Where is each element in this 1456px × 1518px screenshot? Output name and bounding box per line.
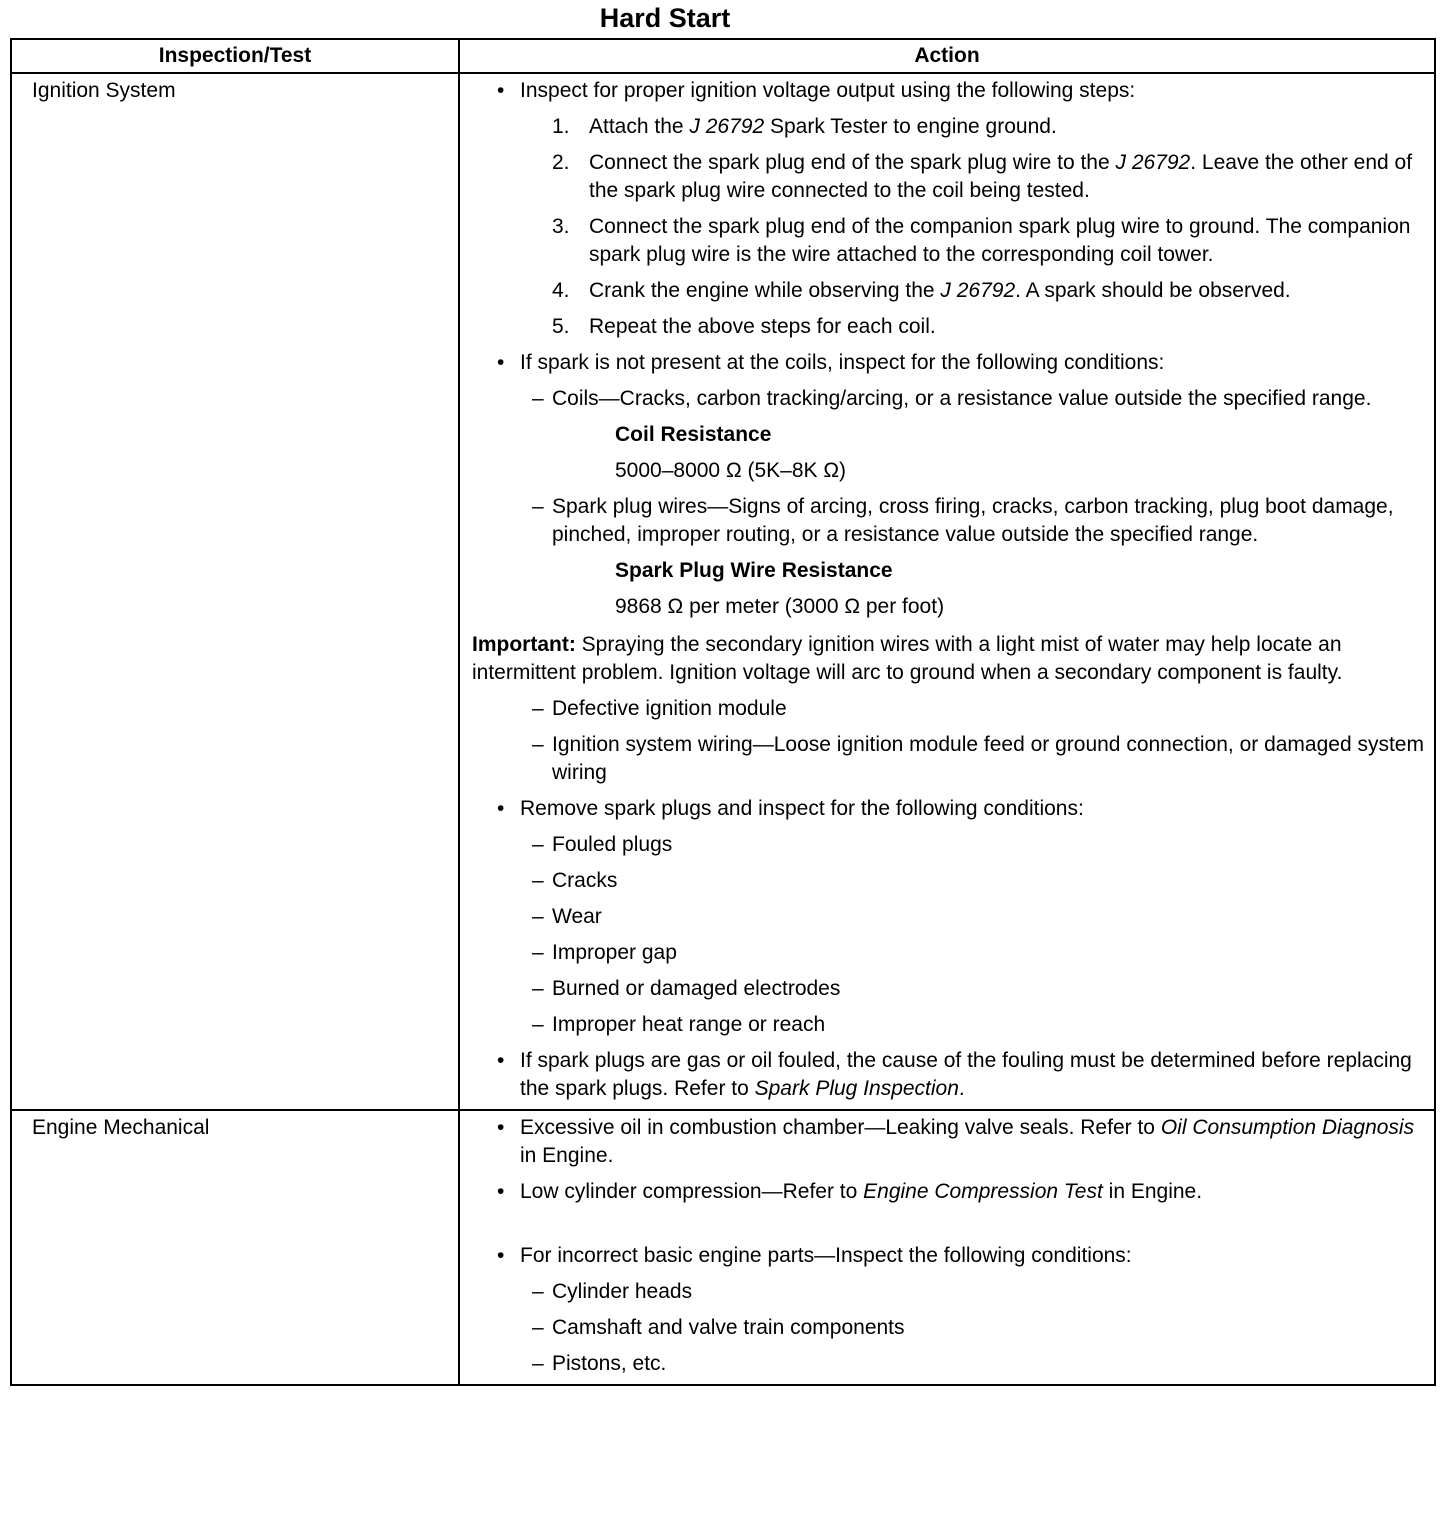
list-item <box>472 1047 1424 1103</box>
item-text: Cracks <box>552 869 618 892</box>
item-text: Coils—Cracks, carbon tracking/arcing, or a resistance value outside the specified range. <box>552 387 1372 410</box>
dash-marker: – <box>532 387 544 410</box>
condition-item <box>472 867 1424 895</box>
step-text: . A spark should be observed. <box>1015 279 1291 302</box>
step-text: Attach the <box>589 115 690 138</box>
step-item <box>472 149 1424 205</box>
list-item <box>472 349 1424 377</box>
dash-marker: – <box>532 833 544 856</box>
important-text: Spraying the secondary ignition wires with a light mist of water may help locate an intermittent problem. Ignition voltage will arc to ground when a secondary component is faulty. <box>472 633 1343 684</box>
dash-marker: – <box>532 1280 544 1303</box>
item-text: For incorrect basic engine parts—Inspect the following conditions: <box>520 1244 1132 1267</box>
step-number: 1. <box>552 115 570 138</box>
dash-marker: – <box>532 977 544 1000</box>
item-text: Improper heat range or reach <box>552 1013 826 1036</box>
bullet-marker: • <box>497 351 505 374</box>
table-row <box>11 73 1435 1110</box>
reference-link-text: Engine Compression Test <box>863 1180 1103 1203</box>
step-text: Repeat the above steps for each coil. <box>589 315 936 338</box>
tool-reference: J 26792 <box>1115 151 1191 174</box>
test-name-engine: Engine Mechanical <box>11 1110 459 1385</box>
tool-reference: J 26792 <box>940 279 1016 302</box>
coil-resistance-title: Coil Resistance <box>615 423 772 446</box>
header-inspection-test: Inspection/Test <box>11 39 459 73</box>
spacer <box>472 1206 1424 1234</box>
bullet-marker: • <box>497 1244 505 1267</box>
step-item <box>472 113 1424 141</box>
table-row <box>11 1110 1435 1385</box>
important-label: Important: <box>472 633 576 656</box>
item-text: Pistons, etc. <box>552 1352 667 1375</box>
step-item <box>472 313 1424 341</box>
step-text: Spark Tester to engine ground. <box>764 115 1057 138</box>
bullet-marker: • <box>497 79 505 102</box>
dash-marker: – <box>532 905 544 928</box>
list-item <box>472 795 1424 823</box>
header-action: Action <box>459 39 1435 73</box>
item-text: Camshaft and valve train components <box>552 1316 905 1339</box>
item-text: Low cylinder compression—Refer to <box>520 1180 864 1203</box>
list-item <box>472 1114 1424 1170</box>
item-text: Ignition system wiring—Loose ignition module feed or ground connection, or damaged system wiring <box>552 733 1424 784</box>
step-number: 3. <box>552 215 570 238</box>
condition-item <box>472 1350 1424 1378</box>
bullet-marker: • <box>497 797 505 820</box>
reference-link-text: Spark Plug Inspection <box>754 1077 959 1100</box>
condition-item <box>472 1278 1424 1306</box>
item-text: Inspect for proper ignition voltage output using the following steps: <box>520 79 1136 102</box>
list-item <box>472 77 1424 105</box>
condition-item <box>472 831 1424 859</box>
reference-link-text: Oil Consumption Diagnosis <box>1160 1116 1415 1139</box>
step-number: 2. <box>552 151 570 174</box>
test-name-ignition: Ignition System <box>11 73 459 1110</box>
item-text: Cylinder heads <box>552 1280 693 1303</box>
step-text: . Leave the other end of the spark plug wire connected to the coil being tested. <box>589 151 1413 202</box>
step-number: 5. <box>552 315 570 338</box>
item-text: Defective ignition module <box>552 697 787 720</box>
diagnosis-table <box>10 38 1436 1386</box>
step-item <box>472 277 1424 305</box>
important-note <box>472 631 1424 687</box>
item-text: Burned or damaged electrodes <box>552 977 841 1000</box>
wire-resistance-value: 9868 Ω per meter (3000 Ω per foot) <box>615 595 945 618</box>
item-text: Excessive oil in combustion chamber—Leaking valve seals. Refer to <box>520 1116 1161 1139</box>
coil-resistance-value: 5000–8000 Ω (5K–8K Ω) <box>615 459 847 482</box>
item-text: Wear <box>552 905 602 928</box>
step-text: Connect the spark plug end of the spark plug wire to the <box>589 151 1116 174</box>
bullet-marker: • <box>497 1180 505 1203</box>
step-text: Crank the engine while observing the <box>589 279 941 302</box>
item-text: Spark plug wires—Signs of arcing, cross firing, cracks, carbon tracking, plug boot damage, pinched, improper routing, or a resistance value outside the specified range. <box>552 495 1394 546</box>
action-cell-engine <box>459 1110 1435 1385</box>
item-text: If spark plugs are gas or oil fouled, the cause of the fouling must be determined before replacing the spark plugs. Refer to <box>520 1049 1412 1100</box>
dash-marker: – <box>532 1352 544 1375</box>
dash-marker: – <box>532 869 544 892</box>
item-text: If spark is not present at the coils, inspect for the following conditions: <box>520 351 1165 374</box>
condition-item <box>472 385 1424 413</box>
dash-marker: – <box>532 495 544 518</box>
condition-item <box>472 975 1424 1003</box>
list-item <box>472 1178 1424 1206</box>
table-header-row <box>11 39 1435 73</box>
item-text: in Engine. <box>520 1144 614 1167</box>
action-cell-ignition <box>459 73 1435 1110</box>
condition-item <box>472 695 1424 723</box>
tool-reference: J 26792 <box>689 115 765 138</box>
condition-item <box>472 903 1424 931</box>
dash-marker: – <box>532 697 544 720</box>
bullet-marker: • <box>497 1116 505 1139</box>
item-text: Fouled plugs <box>552 833 673 856</box>
bullet-marker: • <box>497 1049 505 1072</box>
condition-item <box>472 493 1424 549</box>
condition-item <box>472 939 1424 967</box>
step-item <box>472 213 1424 269</box>
page-title: Hard Start <box>599 3 731 33</box>
dash-marker: – <box>532 733 544 756</box>
condition-item <box>472 1314 1424 1342</box>
dash-marker: – <box>532 1316 544 1339</box>
item-text: Remove spark plugs and inspect for the following conditions: <box>520 797 1084 820</box>
step-number: 4. <box>552 279 570 302</box>
condition-item <box>472 731 1424 787</box>
item-text: in Engine. <box>1102 1180 1203 1203</box>
condition-item <box>472 1011 1424 1039</box>
item-text: . <box>958 1077 965 1100</box>
step-text: Connect the spark plug end of the companion spark plug wire to ground. The companion spark plug wire is the wire attached to the corresponding coil tower. <box>589 215 1411 266</box>
wire-resistance-title: Spark Plug Wire Resistance <box>615 559 893 582</box>
item-text: Improper gap <box>552 941 677 964</box>
dash-marker: – <box>532 941 544 964</box>
dash-marker: – <box>532 1013 544 1036</box>
list-item <box>472 1242 1424 1270</box>
